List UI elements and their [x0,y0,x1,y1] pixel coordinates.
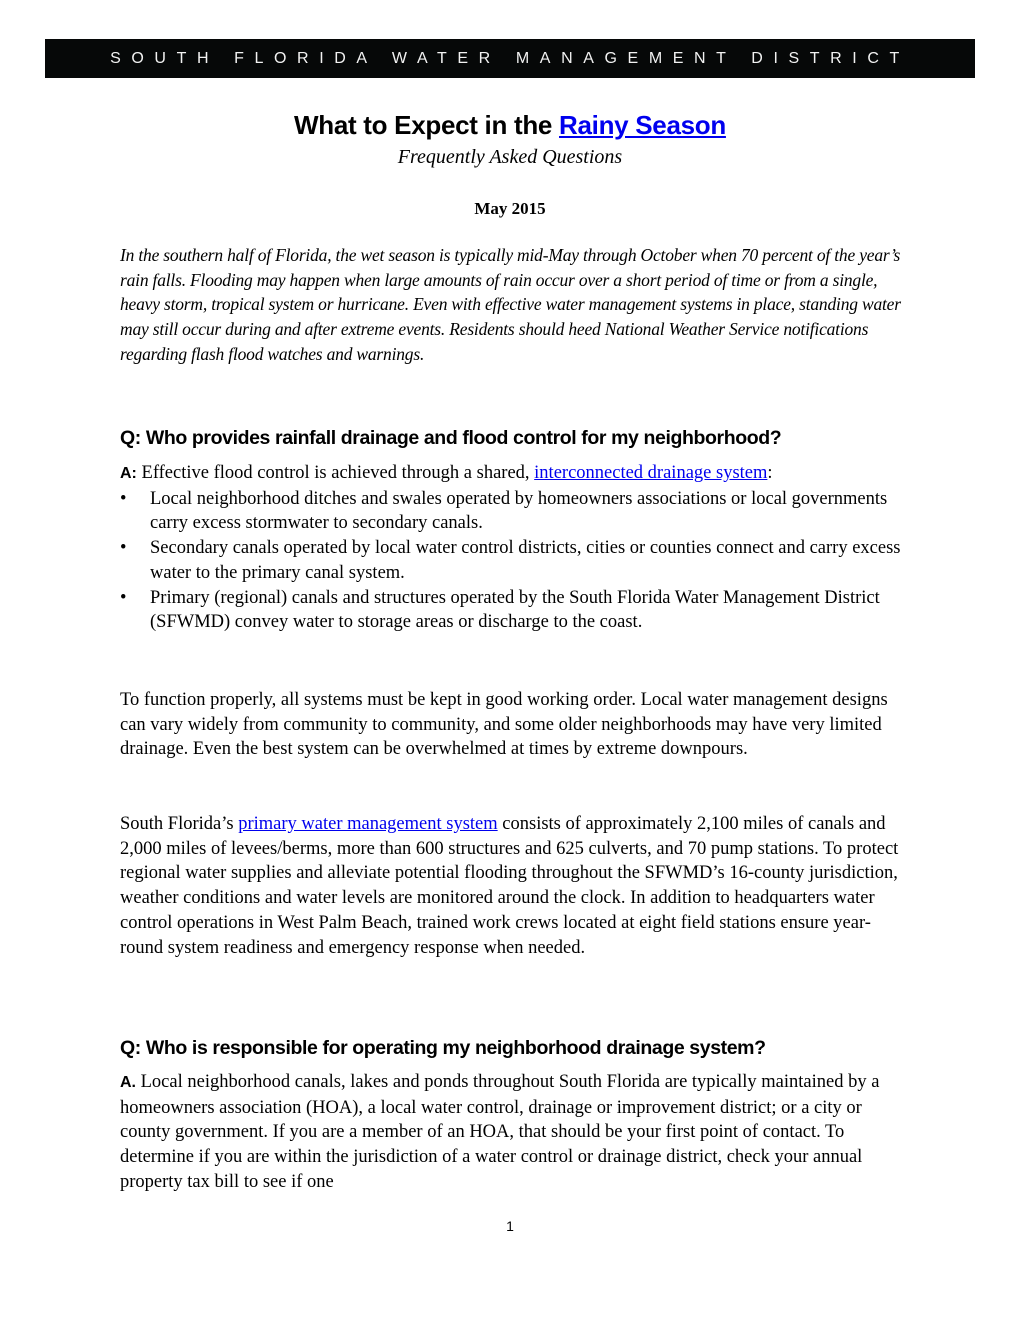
list-item [120,487,910,536]
primary-water-management-system-link[interactable]: primary water management system [238,814,498,834]
organization-name: SOUTH FLORIDA WATER MANAGEMENT DISTRICT [110,49,910,67]
page-title [0,110,1020,141]
answer-1 [120,461,910,635]
list-item-text: Local neighborhood ditches and swales operated by homeowners associations or local governments carry excess stormwater to secondary canals. [150,488,888,534]
answer-2-text: Local neighborhood canals, lakes and ponds throughout South Florida are typically maintained by a homeowners association (HOA), a local water control, drainage or improvement district; or a city or county government. If you are a member of an HOA, that should be your first point of contact. To determine if you are within the jurisdiction of a water control or drainage district, check your annual property tax bill to see if one [120,1072,880,1192]
primary-system-paragraph [120,812,910,960]
maintenance-paragraph: To function properly, all systems must be kept in good working order. Local water management designs can vary widely from community to community, and some older neighborhoods may have very limited drainage. Even the best system can be overwhelmed at times by extreme downpours. [120,690,888,760]
bullet-icon: • [120,538,127,559]
publication-date: May 2015 [474,199,546,218]
bullet-icon: • [120,488,127,509]
list-item [120,536,910,585]
organization-banner [45,39,975,78]
answer-2 [120,1070,910,1195]
paragraph-3-prefix: South Florida’s [120,814,239,834]
page-number: 1 [506,1218,514,1234]
rainy-season-link[interactable]: Rainy Season [559,110,726,140]
page-subtitle: Frequently Asked Questions [397,146,623,168]
answer-1-suffix: : [767,463,773,483]
title-prefix: What to Expect in the [294,110,560,140]
interconnected-drainage-system-link[interactable]: interconnected drainage system [534,463,768,483]
answer-1-lead [120,461,910,487]
question-heading-2: Q: Who is responsible for operating my neighborhood drainage system? [120,1037,766,1059]
list-item-text: Secondary canals operated by local water control districts, cities or counties connect and carry excess water to the primary canal system. [150,538,901,583]
answer-label: A. [120,1074,136,1091]
bullet-icon: • [120,587,127,608]
drainage-tiers-list [120,487,910,635]
answer-1-prefix: Effective flood control is achieved through a shared, [136,463,535,483]
question-heading-1: Q: Who provides rainfall drainage and flood control for my neighborhood? [120,427,782,449]
list-item-text: Primary (regional) canals and structures operated by the South Florida Water Management District (SFWMD) convey water to storage areas or discharge to the coast. [150,587,880,633]
list-item [120,586,910,635]
intro-paragraph: In the southern half of Florida, the wet season is typically mid-May through October when 70 percent of the year’s rain falls. Flooding may happen when large amounts of rain occur over a short period of time or from a single, heavy storm, tropical system or hurricane. Even with effective water management systems in place, standing water may still occur during and after extreme events. Residents should heed National Weather Service notifications regarding flash flood watches and warnings. [120,245,901,364]
paragraph-3-suffix: consists of approximately 2,100 miles of canals and 2,000 miles of levees/berms, more than 600 structures and 625 culverts, and 70 pump stations. To protect regional water supplies and alleviate potential flooding throughout the SFWMD’s 16-county jurisdiction, weather conditions and water levels are monitored around the clock. In addition to headquarters water control operations in West Palm Beach, trained work crews located at eight field stations ensure year-round system readiness and emergency response when needed. [120,814,899,958]
answer-label: A: [120,465,137,482]
